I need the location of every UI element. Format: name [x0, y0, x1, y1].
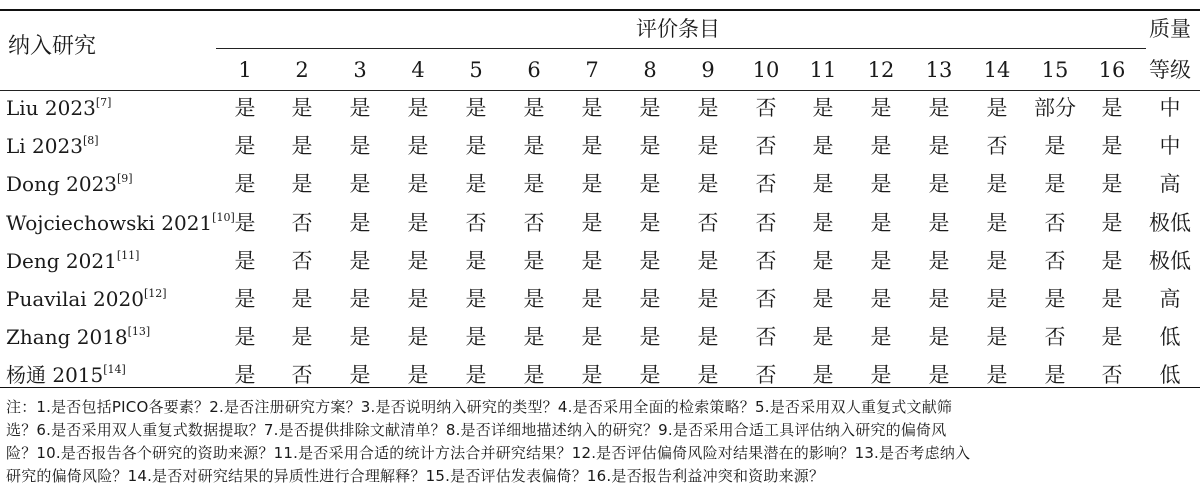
- assessment-cell: 是: [697, 96, 719, 120]
- assessment-cell: 是: [812, 134, 834, 158]
- assessment-cell: 是: [1101, 96, 1123, 120]
- assessment-cell: 是: [581, 172, 603, 196]
- study-name-text: Dong 2023: [6, 172, 118, 196]
- assessment-cell: 是: [639, 287, 661, 311]
- study-name-text: Zhang 2018: [6, 325, 128, 349]
- study-name-text: Li 2023: [6, 134, 83, 158]
- assessment-cell: 是: [697, 172, 719, 196]
- item-number-header: 15: [1041, 58, 1069, 82]
- assessment-cell: 是: [349, 96, 371, 120]
- assessment-cell: 是: [581, 325, 603, 349]
- assessment-cell: 是: [349, 287, 371, 311]
- assessment-cell: 是: [234, 172, 256, 196]
- quality-grade: 中: [1159, 96, 1181, 120]
- assessment-cell: 是: [870, 249, 892, 273]
- study-name: [6, 96, 111, 120]
- assessment-cell: 否: [755, 96, 777, 120]
- study-name-text: Liu 2023: [6, 96, 96, 120]
- item-number-header: 4: [411, 58, 425, 82]
- assessment-cell: 否: [755, 172, 777, 196]
- assessment-cell: 是: [870, 96, 892, 120]
- study-name-text: 杨通 2015: [6, 363, 104, 387]
- study-reference: [10]: [212, 211, 235, 224]
- item-number-header: 8: [643, 58, 657, 82]
- assessment-cell: 是: [465, 325, 487, 349]
- assessment-cell: 是: [697, 325, 719, 349]
- assessment-cell: 是: [465, 287, 487, 311]
- assessment-cell: 是: [291, 96, 313, 120]
- assessment-cell: 是: [523, 96, 545, 120]
- assessment-cell: 是: [928, 96, 950, 120]
- study-name: [6, 325, 150, 349]
- assessment-cell: 否: [755, 325, 777, 349]
- study-name: [6, 249, 139, 273]
- note-line-2: 选？6.是否采用双人重复式数据提取？7.是否提供排除文献清单？8.是否详细地描述纳入的研究？9.是否采用合适工具评估纳入研究的偏倚风: [6, 421, 947, 439]
- study-column-header: 纳入研究: [8, 34, 97, 59]
- assessment-cell: 是: [986, 96, 1008, 120]
- assessment-cell: 是: [928, 172, 950, 196]
- assessment-cell: 是: [986, 363, 1008, 387]
- assessment-cell: 是: [234, 249, 256, 273]
- study-reference: [13]: [127, 325, 151, 338]
- assessment-cell: 是: [1101, 287, 1123, 311]
- assessment-cell: 是: [1101, 211, 1123, 235]
- assessment-cell: 是: [1044, 172, 1066, 196]
- study-name: [6, 134, 99, 158]
- study-name-text: Wojciechowski 2021: [6, 211, 213, 235]
- item-number-header: 10: [752, 58, 780, 82]
- assessment-cell: 否: [291, 249, 313, 273]
- assessment-cell: 是: [639, 134, 661, 158]
- assessment-cell: 否: [986, 134, 1008, 158]
- assessment-cell: 是: [465, 96, 487, 120]
- note-line-3: 险？10.是否报告各个研究的资助来源？11.是否采用合适的统计方法合并研究结果？12.是否评估偏倚风险对结果潜在的影响？13.是否考虑纳入: [6, 444, 971, 462]
- item-number-header: 5: [469, 58, 483, 82]
- assessment-cell: 是: [986, 211, 1008, 235]
- assessment-cell: 否: [1044, 249, 1066, 273]
- assessment-cell: 是: [523, 363, 545, 387]
- assessment-cell: 是: [407, 325, 429, 349]
- assessment-cell: 是: [928, 249, 950, 273]
- assessment-cell: 是: [407, 211, 429, 235]
- assessment-cell: 是: [349, 249, 371, 273]
- assessment-cell: 是: [1044, 134, 1066, 158]
- item-number-header: 3: [353, 58, 367, 82]
- assessment-cell: 是: [581, 287, 603, 311]
- assessment-cell: 是: [407, 249, 429, 273]
- assessment-cell: 是: [928, 325, 950, 349]
- assessment-cell: 否: [291, 211, 313, 235]
- study-reference: [9]: [117, 172, 133, 185]
- assessment-cell: 是: [870, 211, 892, 235]
- assessment-cell: 是: [812, 287, 834, 311]
- item-number-header: 12: [867, 58, 895, 82]
- quality-grade: 高: [1159, 172, 1181, 196]
- items-group-rule: [216, 48, 1146, 49]
- quality-grade: 极低: [1149, 211, 1191, 235]
- assessment-cell: 是: [812, 211, 834, 235]
- assessment-cell: 是: [407, 134, 429, 158]
- assessment-cell: 是: [349, 325, 371, 349]
- assessment-cell: 是: [986, 172, 1008, 196]
- table-bottom-rule: [0, 387, 1200, 388]
- assessment-cell: 是: [870, 172, 892, 196]
- assessment-cell: 是: [581, 96, 603, 120]
- item-number-header: 1: [238, 58, 252, 82]
- item-number-header: 9: [701, 58, 715, 82]
- assessment-cell: 是: [234, 211, 256, 235]
- assessment-cell: 是: [291, 287, 313, 311]
- assessment-cell: 是: [986, 249, 1008, 273]
- assessment-cell: 是: [407, 287, 429, 311]
- assessment-cell: 是: [812, 325, 834, 349]
- assessment-cell: 是: [581, 249, 603, 273]
- assessment-cell: 是: [870, 134, 892, 158]
- quality-grade: 低: [1159, 325, 1181, 349]
- assessment-cell: 是: [697, 363, 719, 387]
- assessment-cell: 是: [697, 287, 719, 311]
- assessment-cell: 是: [697, 249, 719, 273]
- assessment-cell: 是: [812, 96, 834, 120]
- assessment-cell: 否: [465, 211, 487, 235]
- assessment-cell: 是: [349, 172, 371, 196]
- assessment-cell: 是: [1101, 134, 1123, 158]
- assessment-cell: 是: [870, 325, 892, 349]
- item-number-header: 6: [527, 58, 541, 82]
- study-reference: [8]: [82, 134, 99, 147]
- assessment-cell: 是: [465, 249, 487, 273]
- assessment-cell: 否: [755, 363, 777, 387]
- assessment-cell: 是: [465, 172, 487, 196]
- assessment-cell: 是: [1044, 363, 1066, 387]
- assessment-cell: 是: [639, 172, 661, 196]
- item-number-header: 14: [983, 58, 1011, 82]
- assessment-cell: 是: [986, 325, 1008, 349]
- assessment-cell: 否: [291, 363, 313, 387]
- assessment-cell: 否: [755, 249, 777, 273]
- study-reference: [14]: [103, 363, 126, 376]
- assessment-cell: 是: [697, 134, 719, 158]
- assessment-cell: 是: [639, 325, 661, 349]
- assessment-cell: 是: [523, 172, 545, 196]
- assessment-cell: 是: [234, 287, 256, 311]
- assessment-cell: 是: [986, 287, 1008, 311]
- assessment-cell: 是: [639, 211, 661, 235]
- assessment-cell: 是: [349, 211, 371, 235]
- assessment-cell: 是: [234, 96, 256, 120]
- study-name-text: Puavilai 2020: [6, 287, 144, 311]
- assessment-cell: 否: [1101, 363, 1123, 387]
- assessment-cell: 是: [291, 172, 313, 196]
- assessment-cell: 是: [523, 249, 545, 273]
- note-line-1: 注：1.是否包括PICO各要素？2.是否注册研究方案？3.是否说明纳入研究的类型？4.是否采用全面的检索策略？5.是否采用双人重复式文献筛: [6, 398, 953, 416]
- assessment-cell: 否: [1044, 211, 1066, 235]
- assessment-cell: 是: [639, 96, 661, 120]
- assessment-cell: 是: [349, 363, 371, 387]
- item-number-header: 7: [585, 58, 599, 82]
- assessment-cell: 否: [697, 211, 719, 235]
- assessment-cell: 是: [407, 96, 429, 120]
- study-name: [6, 287, 167, 311]
- assessment-cell: 否: [755, 134, 777, 158]
- study-name-text: Deng 2021: [6, 249, 117, 273]
- quality-grade: 极低: [1149, 249, 1191, 273]
- assessment-cell: 是: [812, 172, 834, 196]
- assessment-cell: 是: [465, 363, 487, 387]
- item-number-header: 11: [809, 58, 837, 82]
- assessment-cell: 是: [928, 363, 950, 387]
- assessment-cell: 是: [812, 363, 834, 387]
- assessment-cell: 是: [1044, 287, 1066, 311]
- quality-grade: 低: [1159, 363, 1181, 387]
- study-reference: [11]: [116, 249, 140, 262]
- assessment-cell: 是: [870, 287, 892, 311]
- assessment-cell: 是: [1101, 325, 1123, 349]
- assessment-cell: 是: [523, 325, 545, 349]
- assessment-cell: 是: [928, 287, 950, 311]
- quality-header-line2: 等级: [1149, 58, 1191, 82]
- quality-grade: 中: [1159, 134, 1181, 158]
- assessment-cell: 是: [928, 134, 950, 158]
- header-bottom-rule: [0, 90, 1200, 91]
- study-name: [6, 363, 126, 387]
- assessment-cell: 是: [639, 249, 661, 273]
- assessment-cell: 否: [755, 287, 777, 311]
- assessment-cell: 否: [523, 211, 545, 235]
- assessment-cell: 是: [523, 287, 545, 311]
- study-name: [6, 172, 133, 196]
- item-number-header: 16: [1098, 58, 1126, 82]
- assessment-cell: 是: [234, 363, 256, 387]
- quality-grade: 高: [1159, 287, 1181, 311]
- assessment-cell: 部分: [1034, 96, 1076, 120]
- assessment-cell: 是: [291, 325, 313, 349]
- assessment-cell: 是: [349, 134, 371, 158]
- assessment-cell: 是: [870, 363, 892, 387]
- quality-header-line1: 质量: [1149, 17, 1191, 41]
- assessment-cell: 是: [928, 211, 950, 235]
- assessment-cell: 否: [755, 211, 777, 235]
- assessment-cell: 是: [812, 249, 834, 273]
- assessment-cell: 是: [291, 134, 313, 158]
- assessment-cell: 是: [523, 134, 545, 158]
- assessment-cell: 是: [234, 325, 256, 349]
- assessment-cell: 是: [1101, 172, 1123, 196]
- assessment-cell: 否: [1044, 325, 1066, 349]
- table-top-rule: [0, 9, 1200, 11]
- assessment-cell: 是: [234, 134, 256, 158]
- assessment-cell: 是: [581, 134, 603, 158]
- assessment-cell: 是: [581, 363, 603, 387]
- item-number-header: 2: [295, 58, 309, 82]
- assessment-cell: 是: [407, 172, 429, 196]
- item-number-header: 13: [925, 58, 953, 82]
- study-reference: [12]: [143, 287, 167, 300]
- assessment-cell: 是: [407, 363, 429, 387]
- assessment-cell: 是: [639, 363, 661, 387]
- study-name: [6, 211, 235, 235]
- items-group-header: 评价条目: [636, 17, 720, 41]
- assessment-cell: 是: [1101, 249, 1123, 273]
- assessment-cell: 是: [581, 211, 603, 235]
- assessment-cell: 是: [465, 134, 487, 158]
- study-reference: [7]: [95, 96, 112, 109]
- note-line-4: 研究的偏倚风险？14.是否对研究结果的异质性进行合理解释？15.是否评估发表偏倚？16.是否报告利益冲突和资助来源？: [6, 467, 825, 485]
